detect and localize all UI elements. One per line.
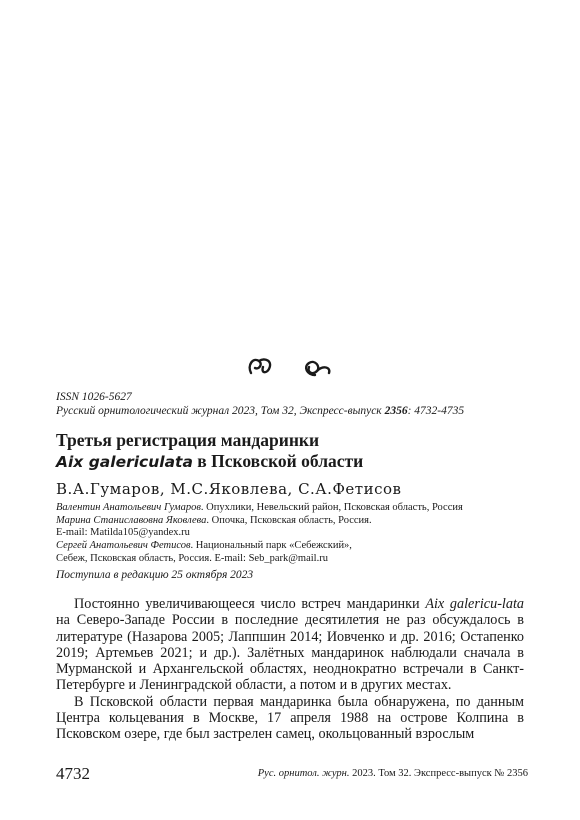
author-1-address: . Опухлики, Невельский район, Псковская область, Россия <box>200 502 463 513</box>
received-date: Поступила в редакцию 25 октября 2023 <box>56 569 254 581</box>
affiliation-1 <box>56 502 531 515</box>
article-body <box>56 596 524 743</box>
p1-start: Постоянно увеличивающееся число встреч мандаринки <box>74 596 426 612</box>
affiliation-2 <box>56 515 531 528</box>
ornament <box>0 353 580 386</box>
p1-latin: Aix galericu-lata <box>425 596 524 612</box>
article-title <box>56 430 536 473</box>
footer-journal-rest: 2023. Том 32. Экспресс-выпуск № 2356 <box>349 768 528 779</box>
paragraph-2: В Псковской области первая мандаринка была обнаружена, по данным Центра кольцевания в Москве, 17 апреля 1988 на острове Колпина в Псковском озере, где был застрелен самец, окольцованный взрослым <box>56 693 524 743</box>
title-line-2-rest: в Псковской области <box>192 451 364 471</box>
p1-rest: на Северо-Западе России в последние десятилетия не раз обсуждалось в литературе (Назарова 2005; Лаппшин 2014; Иовченко и др. 2016; Остапенко 2019; Артемьев 2021; и др.). Залётных мандаринок наблюдали сначала в Мурманской и Архангельской областях, неоднократно встречали в Санкт-Петербурге и Ленинградской области, а потом и в других местах. <box>56 612 524 694</box>
journal-name: Русский орнитологический журнал 2023, Том 32, Экспресс-выпуск <box>56 405 385 417</box>
issue-number: 2356 <box>384 405 408 417</box>
author-3-name: Сергей Анатольевич Фетисов <box>56 540 191 552</box>
paragraph-1 <box>56 596 524 694</box>
issn: ISSN 1026-5627 <box>56 391 132 403</box>
email-1: E-mail: Matilda105@yandex.ru <box>56 527 190 539</box>
affiliation-3 <box>56 540 531 553</box>
footer-journal <box>258 768 528 779</box>
affiliations <box>56 502 531 566</box>
authors: В.А.Гумаров, М.С.Яковлева, С.А.Фетисов <box>56 480 402 498</box>
footer-journal-abbrev: Рус. орнитол. журн. <box>257 768 350 779</box>
species-latin: Aix galericulata <box>56 453 193 471</box>
affiliation-3-line-2: Себеж, Псковская область, Россия. E-mail: Seb_park@mail.ru <box>56 552 328 564</box>
author-3-address: . Национальный парк «Себежский», <box>190 540 352 552</box>
page-range: : 4732-4735 <box>407 405 465 417</box>
author-1-name: Валентин Анатольевич Гумаров <box>56 502 201 513</box>
author-2-name: Марина Станиславовна Яковлева <box>56 514 207 526</box>
journal-citation <box>56 404 531 418</box>
title-line-2 <box>56 451 536 473</box>
fleuron-ornament-icon <box>245 353 335 379</box>
title-line-1: Третья регистрация мандаринки <box>56 430 320 450</box>
page-number: 4732 <box>56 764 90 783</box>
author-2-address: . Опочка, Псковская область, Россия. <box>206 514 372 526</box>
